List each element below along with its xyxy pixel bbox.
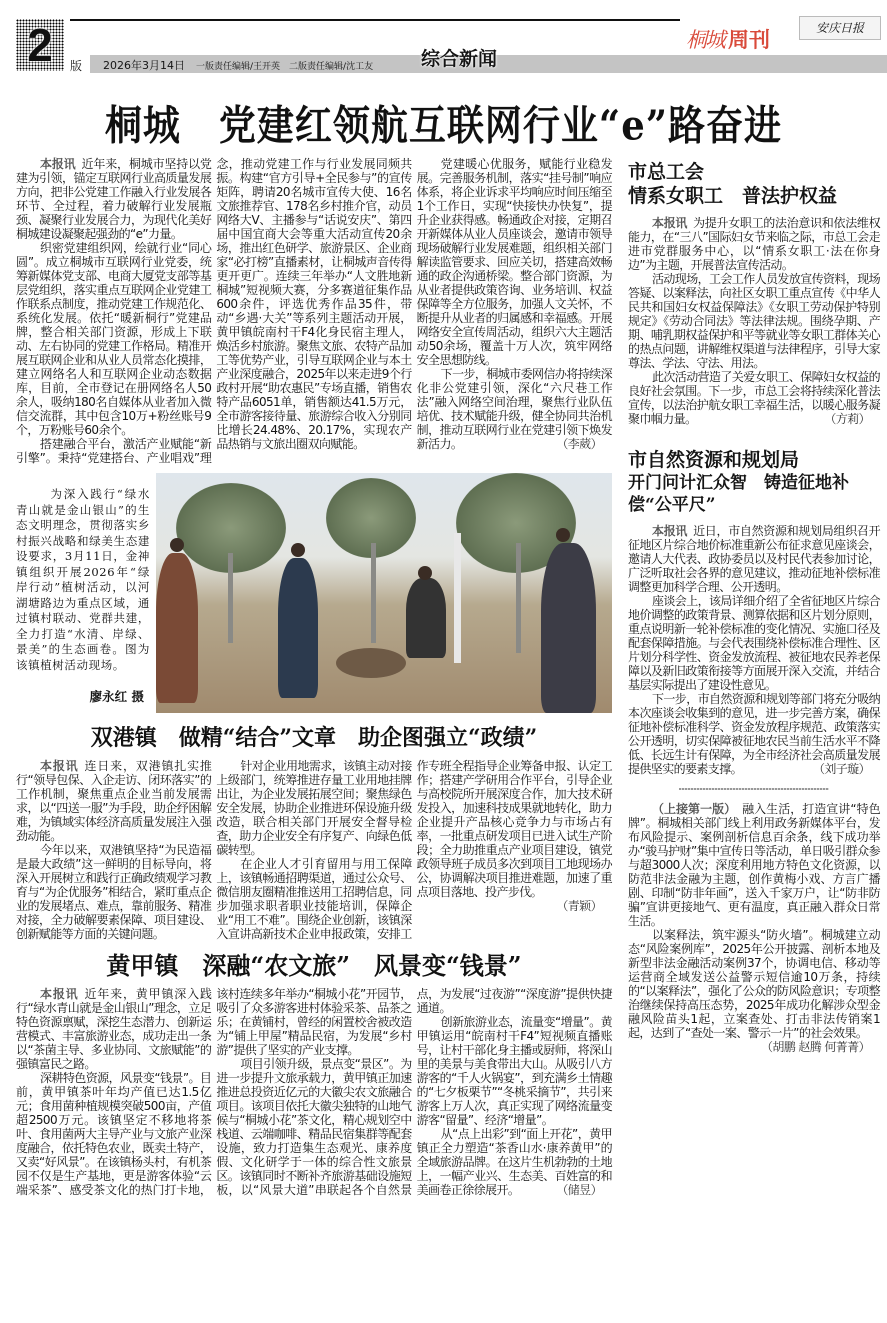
paragraph-text: 近年来，桐城市坚持以党建为引领，锚定互联网行业高质量发展方向，把非公党建工作融入行业发展各环节、全过程，着力破解行业发展瓶颈、凝聚行业发展合力，为现代化美好桐城建设凝聚起强劲的“e”力量。 (16, 157, 212, 241)
huangjia-headline: 黄甲镇 深融“农文旅” 风景变“钱景” (106, 951, 522, 980)
photo-caption-box (16, 473, 150, 713)
paragraph-text: 在企业人才引育留用与用工保障上，该镇畅通招聘渠道，通过公众号、微信朋友圈精准推送用工招聘信息，同步加强求职者职业技能培训，保障企业“用工不难”。围绕企业创新，该镇深入宣讲高新技术企业申报政策，安排工作专班全程指导企业筹备申报、认定工作；搭建产学研用合作平台，引导企业与高校院所开展深度合作，加大技术研发投入，加速科技成果就地转化，助力企业提升产品核心竞争力与市场占有率，一批重点研发项目已进入试生产阶段；全力助推重点产业项目建设，镇党政领导班子成员多次到项目工地现场办公，协调解决项目推进难题，加速了重点项目落地、投产步伐。 (216, 759, 612, 941)
paragraph (16, 987, 211, 1071)
paragraph-text: 融入生活，打造宣讲“特色牌”。桐城相关部门线上利用政务新媒体平台，发布风险提示、案例剖析信息百余条，线下成功举办“骏马护财”集中宣传日等活动，单日吸引群众参与超3000人次；深度利用地方特色文化资源，以防范非法金融为主题，创作黄梅小戏、方言广播剧、印制“防非年画”，送入千家万户，让“防非防骗”宣讲更接地气、更有温度，真正融入群众日常生活。 (628, 802, 880, 928)
page-number-badge (16, 19, 64, 71)
paragraph-text: 以案释法，筑牢源头“防火墙”。桐城建立动态“风险案例库”，2025年公开披露、剖析本地及新型非法金融活动案例37个，协调电信、移动等运营商全域发送公益警示短信逾10万条，持续的“以案释法”，强化了公众的防风险意识；专项整治继续保持高压态势，2025年成功化解涉众型金融风险苗头1起，立案查处、打击非法传销案1起，达到了“查处一案、警示一片”的社会效果。 (628, 928, 880, 1040)
page-number: 2 (27, 19, 53, 71)
paragraph (628, 692, 880, 776)
paragraph (16, 843, 211, 941)
byline: （方莉） (824, 412, 870, 426)
land-headline-line2: 开门问计汇众智 铸造征地补偿“公平尺” (628, 473, 849, 515)
union-headline-line1: 市总工会 (628, 161, 705, 183)
paragraph (628, 524, 880, 594)
land-headline (628, 448, 880, 516)
paragraph-text: 党建暖心优服务，赋能行业稳发展。完善服务机制，落实“挂号制”响应体系，将企业诉求平均响应时间压缩至1个工作日，实现“快接快办快复”，提升企业获得感。畅通政企对接，定期召开新媒体从业人员座谈会，邀请市领导现场破解行业发展难题，组织相关部门解读监管要求、回应关切，搭建高效畅通的政企沟通桥梁。整合部门资源，为从业者提供政策咨询、业务培训、权益保障等全方位服务，加强人文关怀，不断提升从业者的归属感和幸福感。开展网络安全宣传周活动，组织六大主题活动50余场，覆盖十万人次，筑牢网络安全思想防线。 (416, 157, 612, 367)
paragraph-text: 近年来，黄甲镇深入践行“绿水青山就是金山银山”理念，立足特色资源禀赋，深挖生态潜力、创新运营模式、丰富旅游业态，成功走出一条以“茶菌主导、多业协同、文旅赋能”的强镇富民之路。 (16, 987, 212, 1071)
paragraph (417, 157, 612, 367)
shuanggang-headline: 双港镇 做精“结合”文章 助企图强立“政绩” (90, 725, 538, 751)
page-suffix: 版 (70, 59, 83, 73)
photo-caption: 为深入践行“绿水青山就是金山银山”的生态文明理念，贯彻落实乡村振兴战略和绿美生态建设要求，3月11日，金神镇组织开展2026年“绿岸行动”植树活动，以河湖塘路边为重点区域，通过镇村联动、党群共建，全力打造“水清、岸绿、景美”的生态画卷。图为该镇植树活动现场。 (16, 487, 150, 672)
paragraph-text: 今年以来，双港镇坚持“为民造福是最大政绩”这一鲜明的目标导向，将深入开展树立和践行正确政绩观学习教育与“为企优服务”相结合，紧盯重点企业的发展堵点、难点，靠前服务、精准对接，全力破解要素保障、项目建设、创新赋能等方面的关键问题。 (16, 843, 212, 941)
brand-logo (686, 24, 770, 54)
paragraph (16, 157, 211, 241)
paragraph-text: 深耕特色资源，风景变“钱景”。目前，黄甲镇茶叶年均产值已达1.5亿元；食用菌种植规模突破500亩，产值超2500万元。该镇坚定不移地将茶叶、食用菌两大主导产业与文旅产业深度融合，依托特色农业，既卖土特产，又卖“好风景”。在该镇杨头村，有机茶园不仅是生产基地，更是游客体验“云端采茶”、感受茶文化的热门打卡地，该村连续多年举办“桐城小花”开园节，吸引了众多游客进村体验采茶、品茶之乐；在黄铺村，曾经的闲置校舍被改造为“铺上甲屋”精品民宿，为发展“乡村游”提供了坚实的产业支撑。 (16, 987, 412, 1197)
dateline: （上接第一版） (652, 802, 737, 816)
paragraph-text: 近日，市自然资源和规划局组织召开征地区片综合地价标准重新公布征求意见座谈会，邀请人大代表、政协委员以及村民代表参加讨论，广泛听取社会各界的意见建议，推动征地补偿标准调整更加科学合理、公开透明。 (628, 524, 881, 594)
huangjia-article-body (16, 987, 612, 1197)
paragraph (16, 241, 211, 437)
paragraph-text: 下一步，市自然资源和规划等部门将充分吸纳本次座谈会收集到的意见，进一步完善方案，确保征地补偿标准科学、资金发放程序规范、政策落实公开透明，切实保障被征地农民当前生活水平不降低、长远生计有保障，为全市经济社会高质量发展提供坚实的要素支撑。 (628, 692, 881, 776)
paragraph (16, 759, 211, 843)
left-region (16, 157, 612, 1197)
byline: （储昱） (556, 1183, 602, 1197)
paragraph (628, 594, 880, 692)
union-article-body (628, 216, 880, 426)
byline: （青颖） (556, 899, 602, 913)
paragraph (628, 370, 880, 426)
issue-date: 2026年3月14日 (103, 59, 185, 72)
dateline: 本报讯 (652, 216, 688, 230)
paragraph-text: 座谈会上，该局详细介绍了全省征地区片综合地价调整的政策背景、测算依据和区片划分原则，重点说明新一轮补偿标准的变化情况、实施口径及配套保障措施。与会代表围绕补偿标准合理性、区片划分科学性、资金发放流程、被征地农民养老保障以及新旧政策衔接等方面展开深入交流，并结合基层实际提出了建设性意见。 (628, 594, 881, 692)
dateline: 本报讯 (40, 987, 79, 1001)
paragraph-text: 为提升女职工的法治意识和依法维权能力，在“三八”国际妇女节来临之际，市总工会走进市党群服务中心，以“情系女职工·法在你身边”为主题，开展普法宣传活动。 (628, 216, 881, 272)
paragraph (417, 1127, 612, 1197)
paragraph (628, 272, 880, 370)
union-headline-line2: 情系女职工 普法护权益 (628, 185, 838, 207)
section-title: 综合新闻 (421, 48, 498, 70)
land-headline-line1: 市自然资源和规划局 (628, 449, 800, 471)
shuanggang-article-body (16, 759, 612, 941)
paragraph (417, 367, 612, 451)
paragraph (417, 1015, 612, 1127)
paragraph-text: 活动现场，工会工作人员发放宣传资料，现场答疑、以案释法，向社区女职工重点宣传《中华人民共和国妇女权益保障法》《女职工劳动保护特别规定》《劳动合同法》等法律法规。围绕孕期、产期、哺乳期权益保护和平等就业等女职工群体关心的热点问题，讲解维权渠道与法律程序，引导大家尊法、学法、守法、用法。 (628, 272, 881, 370)
paragraph (216, 759, 411, 857)
paragraph-text: 此次活动营造了关爱女职工、保障妇女权益的良好社会氛围。下一步，市总工会将持续深化普法宣传，以法治护航女职工幸福生活，以暖心服务凝聚巾帼力量。 (628, 370, 881, 426)
photo-credit: 廖永红 摄 (89, 689, 144, 704)
byline: （胡鹏 赵腾 何菁菁） (760, 1040, 870, 1054)
paragraph (628, 802, 880, 928)
main-article-body (16, 157, 612, 465)
paragraph-text: 织密党建组织网，绘就行业“同心圆”。成立桐城市互联网行业党委，统筹新媒体党支部、电商大厦党支部等基层党组织，落实重点互联网企业党建工作联系点制度，推动党建工作规范化、系统化发展。依托“暖新桐行”党建品牌，整合相关部门资源，形成上下联动、左右协同的党建工作格局。精准开展互联网企业和从业人员常态化摸排，建立网络名人和互联网企业动态数据库，目前，全市登记在册网络名人50余人，吸纳180名自媒体从业者加入微信交流群，其中包含10万+粉丝账号9个，万粉账号60余个。 (16, 241, 212, 437)
paragraph-text: 连日来，双港镇扎实推行“领导包保、入企走访、闭环落实”的工作机制，聚焦重点企业当前发展需求，以“四送一服”为手段，助企纾困解难，为镇域实体经济高质量发展注入强劲动能。 (16, 759, 212, 843)
brand-calligraphy: 桐城 (686, 28, 724, 52)
divider (679, 788, 829, 790)
masthead-rule (70, 19, 680, 21)
byline: （刘子璇） (812, 762, 870, 776)
brand-title: 周刊 (728, 27, 770, 52)
union-headline (628, 160, 880, 208)
continued-article-body (628, 802, 880, 1054)
editors: 一版责任编辑/王开英 二版责任编辑/沈工友 (196, 62, 374, 72)
dateline: 本报讯 (40, 759, 79, 773)
paragraph-text: 从“点上出彩”到“面上开花”，黄甲镇正全力塑造“茶香山水·康养黄甲”的全域旅游品牌。在这片生机勃勃的土地上，一幅产业兴、生态美、百姓富的和美画卷正徐徐展开。 (416, 1127, 612, 1197)
dateline: 本报讯 (40, 157, 76, 171)
paragraph (628, 928, 880, 1054)
paper-logo: 安庆日报 (799, 16, 881, 40)
land-article-body (628, 524, 880, 776)
paragraph-text: 创新旅游业态，流量变“增量”。黄甲镇运用“皖南村干F4”短视频直播账号，让村干部化身主播或厨师，将深山里的美景与美食带出大山。从吸引八方游客的“千人火锅宴”，到充满乡土情趣的“七夕板栗节”“冬桃采摘节”，共引来游客上万人次，真正实现了网络流量变游客“留量”、经济“增量”。 (416, 1015, 612, 1127)
byline: （李葳） (556, 437, 602, 451)
right-region (628, 160, 880, 1054)
paragraph-text: 项目引领升级，景点变“景区”。为进一步提升文旅承载力，黄甲镇正加速推进总投资近亿元的大徽尖农文旅融合项目。该项目依托大徽尖独特的山地气候与“桐城小花”茶文化，精心规划空中栈道、云端咖啡、精品民宿集群等配套设施，致力打造集生态观光、康养度假、文化研学于一体的综合性文旅景区。该镇同时不断补齐旅游基础设施短板，以“风景大道”串联起各个自然景点，为发展“过夜游”“深度游”提供快捷通道。 (216, 987, 612, 1197)
dateline: 本报讯 (652, 524, 688, 538)
paragraph-text: 下一步，桐城市委网信办将持续深化非公党建引领，深化“六尺巷工作法”融入网络空间治理，聚焦行业队伍培优、技术赋能升级，健全协同共治机制，推动互联网行业在党建引领下焕发新活力。 (416, 367, 612, 451)
paragraph (628, 216, 880, 272)
main-headline: 桐城 党建红领航互联网行业“e”路奋进 (104, 100, 783, 150)
paragraph-text: 针对企业用地需求，该镇主动对接上级部门，统筹推进存量工业用地挂牌出让，为企业发展拓展空间；聚焦绿色安全发展，协助企业推进环保设施升级改造，联合相关部门开展安全督导检查，助力企业安全有序复产、向绿色低碳转型。 (216, 759, 412, 857)
photo-block (16, 473, 612, 713)
tree-planting-photo (156, 473, 612, 713)
paragraph-text: 搭建融合平台，激活产业赋能“新引擎”。秉持“党建搭台、产业唱戏”理念，推动党建工作与行业发展同频共振。构建“官方引导+全民参与”的宣传矩阵，聘请20名城市宣传大使、16名文旅推荐官、178名乡村推介官，动员网络大V、主播参与“话说安庆”、第四届中国宜商大会等重大活动宣传20余场，推出红色研学、旅游景区、企业商家“必打榜”直播素材，让桐城声音传得更开更广。连续三年举办“人文胜地新桐城”短视频大赛，分多赛道征集作品600余件，评选优秀作品35件，带动“乡遇·大关”等系列主题活动开展，黄甲镇皖南村干F4化身民宿主理人，焕活乡村旅游。聚焦文旅、农特产品加工等优势产业，引导互联网企业与本土产业深度融合，2025年以来走进9个行政村开展“助农惠民”专场直播，销售农特产品6051单，销售额达41.5万元，全市游客接待量、旅游综合收入分别同比增长24.48%、20.17%，实现农产品热销与文旅出圈双向赋能。 (16, 157, 412, 465)
